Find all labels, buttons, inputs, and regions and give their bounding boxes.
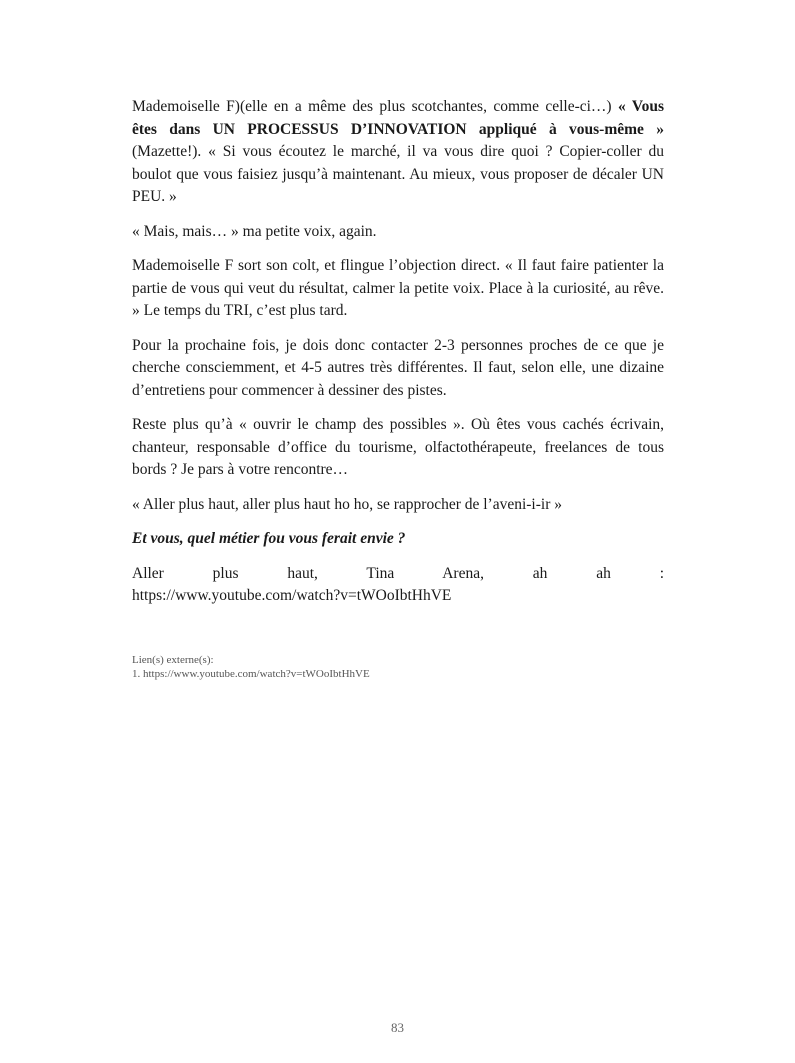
question-heading: Et vous, quel métier fou vous ferait envie ? bbox=[132, 530, 406, 547]
paragraph-1-bold-quote: « Vous êtes dans UN PROCESSUS D’INNOVATION appliqué à vous-même » bbox=[132, 98, 664, 138]
paragraph-4: Pour la prochaine fois, je dois donc contacter 2-3 personnes proches de ce que je cherche consciemment, et 4-5 autres très différentes. Il faut, selon elle, une dizaine d’entretiens pour commencer à dessiner des pistes. bbox=[132, 336, 664, 399]
external-link-item[interactable]: 1. https://www.youtube.com/watch?v=tWOoIbtHhVE bbox=[132, 667, 370, 680]
page-number: 83 bbox=[391, 1020, 404, 1035]
external-links bbox=[132, 654, 370, 681]
paragraph-3: Mademoiselle F sort son colt, et flingue l’objection direct. « Il faut faire patienter la partie de vous qui veut du résultat, calmer la petite voix. Place à la curiosité, au rêve. » Le temps du TRI, c’est plus tard. bbox=[132, 257, 664, 319]
paragraph-8-link-text[interactable]: https://www.youtube.com/watch?v=tWOoIbtHhVE bbox=[132, 587, 452, 604]
paragraph-2: « Mais, mais… » ma petite voix, again. bbox=[132, 222, 377, 240]
article-body bbox=[132, 96, 664, 620]
paragraph-1 bbox=[132, 96, 664, 209]
paragraph-8-line-1: Aller plus haut, Tina Arena, ah ah : bbox=[132, 564, 664, 582]
paragraph-1-rest: (Mazette!). « Si vous écoutez le marché, il va vous dire quoi ? Copier-coller du boulot que vous faisiez jusqu’à maintenant. Au mieux, vous proposer de décaler UN PEU. » bbox=[132, 143, 664, 205]
paragraph-5: Reste plus qu’à « ouvrir le champ des possibles ». Où êtes vous cachés écrivain, chanteur, responsable d’office du tourisme, olfactothérapeute, freelances de tous bords ? Je pars à votre rencontre… bbox=[132, 416, 664, 478]
paragraph-1-intro: Mademoiselle F)(elle en a même des plus scotchantes, comme celle-ci…) bbox=[132, 98, 618, 115]
external-links-heading: Lien(s) externe(s): bbox=[132, 654, 214, 666]
paragraph-8 bbox=[132, 563, 664, 608]
paragraph-6: « Aller plus haut, aller plus haut ho ho, se rapprocher de l’aveni-i-ir » bbox=[132, 495, 562, 513]
